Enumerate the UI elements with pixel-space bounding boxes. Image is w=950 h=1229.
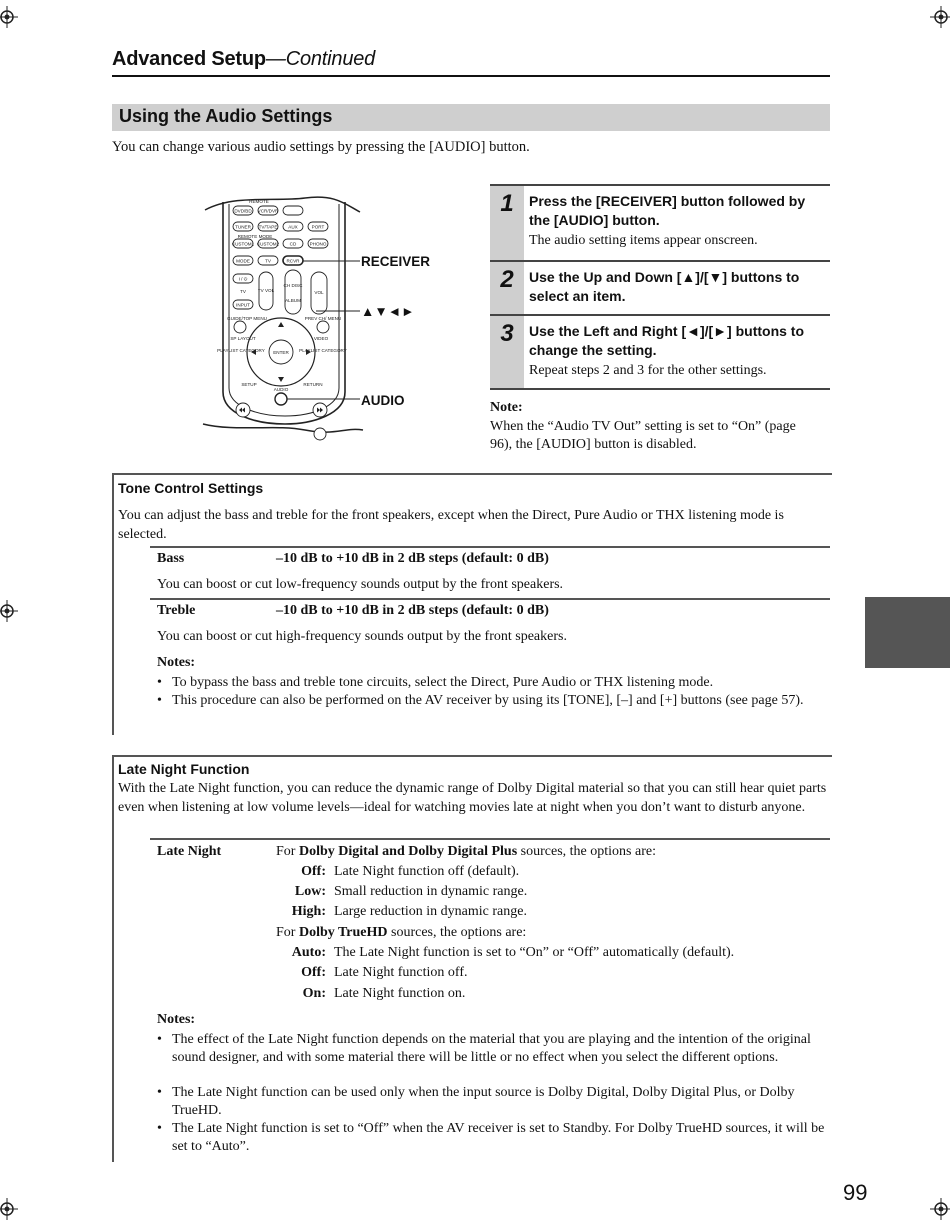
step-3 [490, 314, 830, 388]
note-heading: Note: [490, 400, 523, 415]
receiver-callout: RECEIVER [361, 254, 431, 269]
bass-description: You can boost or cut low-frequency sounds output by the front speakers. [157, 577, 564, 592]
remote-ch-rocker: CH DISC [283, 283, 303, 288]
option-off-key [276, 864, 326, 882]
late-note-item: • The Late Night function can be used only when the input source is Dolby Digital, Dolby Digital Plus, or Dolby TrueHD. [172, 1084, 822, 1120]
remote-enter-button: ENTER [273, 350, 289, 355]
remote-port-button: PORT [311, 224, 325, 230]
remote-setup-label: SETUP [241, 382, 257, 387]
remote-vol-rocker: VOL [314, 290, 324, 295]
remote-tvtape-button: TV/TAPE [258, 224, 278, 230]
remote-playlist-left-label: PLAYLIST CATEGORY [217, 348, 265, 353]
step-title: Use the Up and Down [▲]/[▼] buttons to select an item. [529, 269, 800, 304]
tone-intro: You can adjust the bass and treble for the front speakers, except when the Direct, Pure Audio or THX listening mode is selected. [118, 508, 784, 542]
late-night-for-truehd [276, 925, 526, 941]
remote-label: REMOTE [249, 199, 269, 204]
registration-mark-icon [0, 6, 18, 28]
remote-power-button: I / ⏻ [238, 276, 248, 282]
chapter-tab [865, 597, 950, 668]
bass-label: Bass [157, 551, 185, 566]
remote-custom2-button: CUSTOM2 [256, 241, 280, 247]
registration-mark-icon [930, 1198, 950, 1220]
remote-phono-button: PHONO [309, 241, 327, 247]
treble-range: –10 dB to +10 dB in 2 dB steps (default: 0 dB) [276, 603, 549, 618]
remote-dvd-button: DVD/BD [234, 208, 252, 214]
step-number: 2 [490, 262, 524, 314]
option-key: On: [302, 986, 326, 1001]
option-off-text: Late Night function off (default). [334, 864, 520, 879]
for-suffix: sources, the options are: [387, 925, 527, 940]
remote-tv-button: TV [265, 258, 271, 264]
tone-note-item: • To bypass the bass and treble tone circuits, select the Direct, Pure Audio or THX listening mode. [172, 674, 822, 692]
option-low-key [276, 884, 326, 902]
late-notes-heading: Notes: [157, 1012, 196, 1027]
bass-range: –10 dB to +10 dB in 2 dB steps (default: 0 dB) [276, 551, 549, 566]
late-night-label: Late Night [157, 844, 222, 859]
option-auto-key [276, 945, 326, 963]
step-title: Use the Left and Right [◄]/[►] buttons to change the setting. [529, 323, 805, 358]
registration-mark-icon [0, 1198, 18, 1220]
option-key: Low: [294, 884, 326, 899]
for-text: For [276, 925, 299, 940]
remote-prevch-label: PREV CH/ MENU [304, 316, 342, 321]
step-description: Repeat steps 2 and 3 for the other settings. [529, 363, 767, 378]
remote-return-label: RETURN [303, 382, 323, 387]
remote-audio-label: AUDIO [273, 387, 289, 392]
option-key: High: [291, 904, 326, 919]
option-auto-text: The Late Night function is set to “On” or “Off” automatically (default). [334, 945, 735, 960]
page-number: 99 [843, 1180, 868, 1205]
option-on-text: Late Night function on. [334, 986, 466, 1001]
option-key: Off: [301, 864, 326, 879]
remote-custom1-button: CUSTOM1 [231, 241, 255, 247]
registration-mark-icon [0, 600, 18, 622]
step-number: 3 [490, 316, 524, 388]
section-title-bar [112, 104, 830, 131]
registration-mark-icon [930, 6, 950, 28]
late-night-for-dolby-digital [276, 844, 656, 860]
arrows-callout: ▲▼◄► [361, 304, 415, 319]
remote-splayout-label: SP LAYOUT [230, 336, 256, 341]
steps-bottom-rule [490, 388, 830, 390]
page-header-title [112, 48, 375, 71]
remote-aux-button: AUX [288, 224, 298, 230]
source-name: Dolby Digital and Dolby Digital Plus [298, 844, 518, 859]
steps-list [490, 184, 830, 390]
late-note-item: • The Late Night function is set to “Off” when the AV receiver is set to Standby. For Dolby TrueHD sources, it will be set to “Auto”. [172, 1120, 827, 1156]
for-text: For [276, 844, 299, 859]
remote-tvvol-rocker: TV VOL [257, 288, 275, 293]
for-suffix: sources, the options are: [517, 844, 656, 859]
remote-cd-button: CD [289, 241, 297, 247]
tone-notes-heading: Notes: [157, 655, 196, 670]
remote-mode-button: MODE [236, 258, 250, 264]
remote-guide-label: GUIDE/TOP MENU [227, 316, 267, 321]
step-1 [490, 184, 830, 260]
treble-description: You can boost or cut high-frequency sounds output by the front speakers. [157, 629, 567, 644]
bass-rule [150, 546, 830, 548]
option-low-text: Small reduction in dynamic range. [334, 884, 528, 899]
remote-control-illustration [195, 192, 495, 442]
header-title-text: Advanced Setup [112, 48, 266, 70]
option-key: Auto: [291, 945, 326, 960]
header-continued: —Continued [265, 48, 376, 70]
treble-rule [150, 598, 830, 600]
remote-album-label: ALBUM [285, 298, 301, 303]
source-name: Dolby TrueHD [298, 925, 388, 940]
remote-mode-label: REMOTE MODE [237, 234, 273, 239]
option-key: Off: [301, 965, 326, 980]
note-text: When the “Audio TV Out” setting is set to “On” (page 96), the [AUDIO] button is disabled. [490, 419, 796, 452]
late-night-title: Late Night Function [118, 761, 250, 777]
remote-vcr-button: VCR/DVR [257, 208, 279, 214]
tone-note-item: • This procedure can also be performed on the AV receiver by using its [TONE], [–] and [+] buttons (see page 57). [172, 692, 812, 710]
step-description: The audio setting items appear onscreen. [529, 233, 758, 248]
option-off2-text: Late Night function off. [334, 965, 468, 980]
section-title: Using the Audio Settings [119, 106, 333, 126]
option-high-key [276, 904, 326, 922]
step-title: Press the [RECEIVER] button followed by the [AUDIO] button. [529, 193, 806, 228]
treble-label: Treble [157, 603, 196, 618]
remote-playlist-right-label: PLAYLIST CATEGORY [299, 348, 347, 353]
option-on-key [276, 986, 326, 1004]
remote-tv-label: TV [240, 289, 246, 294]
remote-input-button: INPUT [236, 302, 250, 308]
late-night-rule [150, 838, 830, 840]
late-night-intro: With the Late Night function, you can reduce the dynamic range of Dolby Digital material so that you can still hear quiet parts even when listening at low volume levels—ideal for watching movies late at night when you don’t want to disturb anyone. [118, 781, 827, 815]
remote-tuner-button: TUNER [235, 224, 251, 230]
remote-receiver-button: RCVR [286, 258, 300, 264]
remote-video-label: VIDEO [313, 336, 329, 341]
section-intro: You can change various audio settings by pressing the [AUDIO] button. [112, 139, 530, 155]
late-note-item: • The effect of the Late Night function depends on the material that you are playing and the intention of the original sound designer, and with some material there will be little or no effect when you select the different options. [172, 1031, 827, 1067]
step-2 [490, 260, 830, 314]
tone-section-title: Tone Control Settings [118, 480, 264, 496]
step-number: 1 [490, 186, 524, 260]
header-rule [112, 75, 830, 77]
audio-callout: AUDIO [361, 393, 405, 408]
option-off2-key [276, 965, 326, 983]
option-high-text: Large reduction in dynamic range. [334, 904, 527, 919]
